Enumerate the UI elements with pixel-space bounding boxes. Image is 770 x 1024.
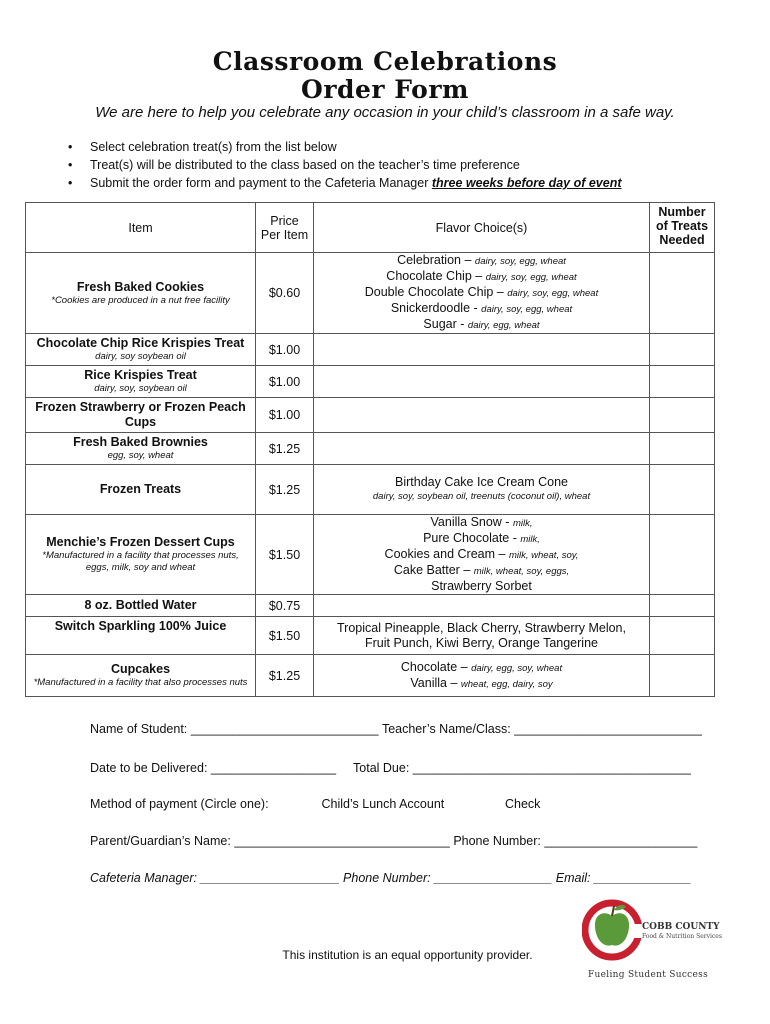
item-cell: Switch Sparkling 100% Juice [26,617,256,655]
manager-phone-field[interactable]: _________________ [434,871,553,885]
header-flavor: Flavor Choice(s) [314,203,650,253]
item-cell: Frozen Treats [26,465,256,515]
item-cell: Menchie’s Frozen Dessert Cups *Manufactured in a facility that processes nuts, eggs, milk, soy and wheat [26,515,256,595]
total-label: Total Due: [353,761,410,775]
table-row [26,655,715,697]
title-line-2: Order Form [301,75,469,104]
price-cell: $1.00 [256,398,314,433]
table-row [26,617,715,655]
parent-line [90,834,720,848]
delivery-line [90,761,720,775]
quantity-cell[interactable] [650,398,715,433]
item-cell: 8 oz. Bottled Water [26,595,256,617]
quantity-cell[interactable] [650,253,715,334]
email-field[interactable]: ______________ [593,871,692,885]
price-cell: $0.75 [256,595,314,617]
flavor-cell: Vanilla Snow - milk, Pure Chocolate - milk, Cookies and Cream – milk, wheat, soy, Cake Batter – milk, wheat, soy, eggs, Strawberry Sorbet [314,515,650,595]
price-cell: $1.50 [256,617,314,655]
table-header-row [26,203,715,253]
student-line [90,722,720,736]
instruction-item: • Select celebration treat(s) from the list below [68,138,622,156]
price-cell: $1.25 [256,433,314,465]
price-cell: $1.25 [256,465,314,515]
payment-label: Method of payment (Circle one): [90,797,269,811]
instruction-item: • Submit the order form and payment to the Cafeteria Manager three weeks before day of event [68,174,622,192]
instruction-item: • Treat(s) will be distributed to the class based on the teacher’s time preference [68,156,622,174]
quantity-cell[interactable] [650,366,715,398]
quantity-cell[interactable] [650,655,715,697]
flavor-cell [314,366,650,398]
header-number: Number of Treats Needed [650,203,715,253]
title-line-1: Classroom Celebrations [212,47,558,76]
quantity-cell[interactable] [650,465,715,515]
flavor-cell: Tropical Pineapple, Black Cherry, Strawberry Melon, Fruit Punch, Kiwi Berry, Orange Tangerine [314,617,650,655]
price-cell: $1.25 [256,655,314,697]
quantity-cell[interactable] [650,515,715,595]
logo-tagline: Fueling Student Success [588,970,708,980]
price-cell: $0.60 [256,253,314,334]
payment-line [90,797,720,811]
manager-phone-label: Phone Number: [343,871,431,885]
flavor-cell [314,398,650,433]
phone-field[interactable]: ______________________ [544,834,698,848]
phone-label: Phone Number: [453,834,541,848]
flavor-cell: Chocolate – dairy, egg, soy, wheat Vanilla – wheat, egg, dairy, soy [314,655,650,697]
parent-name-field[interactable]: _______________________________ [234,834,450,848]
logo-name: COBB COUNTY [642,922,720,932]
table-row [26,253,715,334]
deadline-emphasis: three weeks before day of event [431,176,622,190]
order-table [25,202,715,697]
equal-opportunity-statement: This institution is an equal opportunity provider. [282,948,533,962]
email-label: Email: [555,871,591,885]
manager-line [90,871,720,885]
item-cell: Fresh Baked Cookies *Cookies are produced in a nut free facility [26,253,256,334]
item-cell: Rice Krispies Treat dairy, soy, soybean oil [26,366,256,398]
item-cell: Fresh Baked Brownies egg, soy, wheat [26,433,256,465]
teacher-name-field[interactable]: ___________________________ [514,722,702,736]
manager-label: Cafeteria Manager: [90,871,198,885]
table-row [26,398,715,433]
item-cell: Cupcakes *Manufactured in a facility that also processes nuts [26,655,256,697]
flavor-cell [314,334,650,366]
flavor-cell: Birthday Cake Ice Cream Cone dairy, soy, soybean oil, treenuts (coconut oil), wheat [314,465,650,515]
quantity-cell[interactable] [650,595,715,617]
price-cell: $1.50 [256,515,314,595]
payment-option-lunch-account[interactable]: Child’s Lunch Account [321,797,445,811]
table-row [26,334,715,366]
quantity-cell[interactable] [650,617,715,655]
flavor-cell [314,433,650,465]
delivery-date-field[interactable]: __________________ [210,761,337,775]
item-cell: Chocolate Chip Rice Krispies Treat dairy, soy soybean oil [26,334,256,366]
teacher-label: Teacher’s Name/Class: [381,722,511,736]
date-label: Date to be Delivered: [90,761,208,775]
student-name-field[interactable]: ___________________________ [190,722,379,736]
parent-label: Parent/Guardian’s Name: [90,834,231,848]
instructions-list [68,138,622,192]
manager-field[interactable]: ____________________ [200,871,340,885]
cobb-county-logo [582,890,722,985]
logo-subtitle: Food & Nutrition Services [642,933,722,940]
item-cell: Frozen Strawberry or Frozen Peach Cups [26,398,256,433]
quantity-cell[interactable] [650,433,715,465]
flavor-cell [314,595,650,617]
apple-icon [582,890,642,965]
total-due-field[interactable]: ________________________________________ [412,761,691,775]
quantity-cell[interactable] [650,334,715,366]
title [0,48,770,104]
table-row [26,595,715,617]
table-row [26,465,715,515]
header-item: Item [26,203,256,253]
price-cell: $1.00 [256,366,314,398]
intro-text: We are here to help you celebrate any occasion in your child’s classroom in a safe way. [95,104,675,121]
student-label: Name of Student: [90,722,188,736]
flavor-cell: Celebration – dairy, soy, egg, wheat Chocolate Chip – dairy, soy, egg, wheat Double Chocolate Chip – dairy, soy, egg, wheat Snickerdoodle - dairy, soy, egg, wheat Sugar - dairy, egg, wheat [314,253,650,334]
table-row [26,515,715,595]
header-price: Price Per Item [256,203,314,253]
table-row [26,433,715,465]
price-cell: $1.00 [256,334,314,366]
payment-option-check[interactable]: Check [504,797,541,811]
table-row [26,366,715,398]
